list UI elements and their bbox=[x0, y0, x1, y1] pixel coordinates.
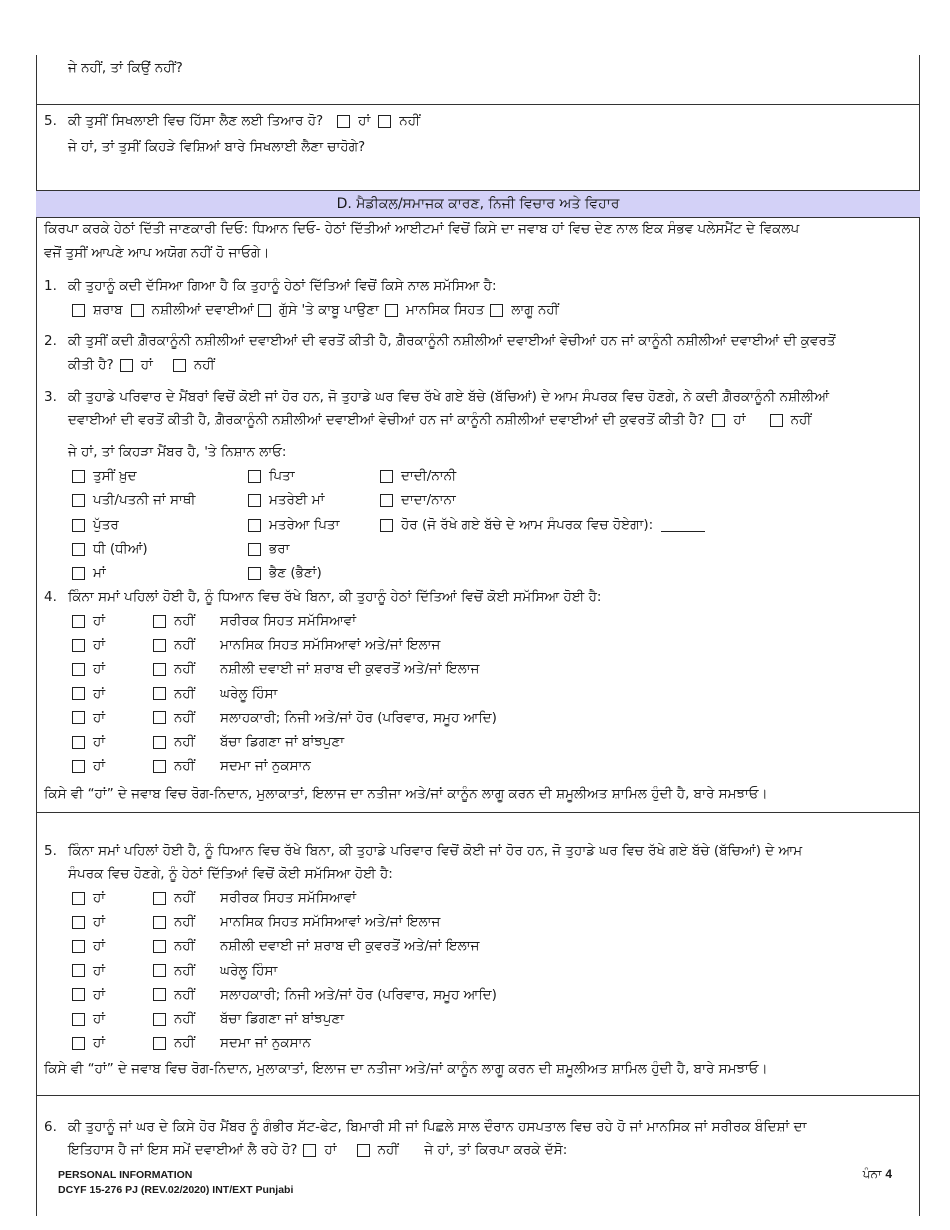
q5-problem-no-checkbox[interactable] bbox=[153, 964, 166, 977]
q4-problem-no-checkbox[interactable] bbox=[153, 736, 166, 749]
q3-no-checkbox[interactable] bbox=[770, 414, 783, 427]
right-border-section bbox=[919, 216, 920, 1216]
q2-yes-checkbox[interactable] bbox=[120, 359, 133, 372]
member-mother-checkbox[interactable] bbox=[72, 567, 85, 580]
q4-explain: ਕਿਸੇ ਵੀ “ਹਾਂ” ਦੇ ਜਵਾਬ ਵਿਚ ਰੋਗ-ਨਿਦਾਨ, ਮੁਲਾਕਾਤਾਂ, ਇਲਾਜ ਦਾ ਨਤੀਜਾ ਅਤੇ/ਜਾਂ ਕਾਨੂੰਨ ਲਾਗੂ ਕਰਨ ਦੀ ਸ਼ਮੂਲੀਅਤ ਸ਼ਾਮਿਲ ਹੁੰਦੀ ਹੈ, ਬਾਰੇ ਸਮਝਾਓ। bbox=[44, 786, 768, 802]
page-number: ਪੰਨਾ 4 bbox=[862, 1167, 892, 1181]
q5-problem-no-checkbox[interactable] bbox=[153, 892, 166, 905]
q4-problem-yes-checkbox[interactable] bbox=[72, 687, 85, 700]
section-d-bottom-divider-2 bbox=[36, 1095, 920, 1096]
section-intro: ਕਿਰਪਾ ਕਰਕੇ ਹੇਠਾਂ ਦਿੱਤੀ ਜਾਣਕਾਰੀ ਦਿਓ: ਧਿਆਨ ਦਿਓ- ਹੇਠਾਂ ਦਿੱਤੀਆਂ ਆਈਟਮਾਂ ਵਿਚੋਂ ਕਿਸੇ ਦਾ ਜਵਾਬ ਹਾਂ ਵਿਚ ਦੇਣ ਨਾਲ ਇਕ ਸੰਭਵ ਪਲੇਸਮੈਂਟ ਦੇ ਵਿਕਲਪ bbox=[44, 221, 800, 237]
why-not-prompt: ਜੇ ਨਹੀਂ, ਤਾਂ ਕਿਉਂ ਨਹੀਂ? bbox=[68, 60, 183, 76]
q5-problem-no-checkbox[interactable] bbox=[153, 988, 166, 1001]
question-4: 4. ਕਿੰਨਾ ਸਮਾਂ ਪਹਿਲਾਂ ਹੋਈ ਹੈ, ਨੂੰ ਧਿਆਨ ਵਿਚ ਰੱਖੇ ਬਿਨਾ, ਕੀ ਤੁਹਾਨੂੰ ਹੇਠਾਂ ਦਿੱਤਿਆਂ ਵਿਚੋਂ ਕੋਈ ਸਮੱਸਿਆ ਹੋਈ ਹੈ: bbox=[44, 589, 602, 605]
training-yes-checkbox[interactable] bbox=[337, 115, 350, 128]
q5-problem-problem-label: ਨਸ਼ੀਲੀ ਦਵਾਈ ਜਾਂ ਸ਼ਰਾਬ ਦੀ ਕੁਵਰਤੋਂ ਅਤੇ/ਜਾਂ ਇਲਾਜ bbox=[220, 938, 480, 955]
q3-yes-checkbox[interactable] bbox=[712, 414, 725, 427]
q5-problem-problem-label: ਘਰੇਲੂ ਹਿੰਸਾ bbox=[220, 962, 278, 979]
member-mother: ਮਾਂ bbox=[72, 565, 106, 581]
member-sister-checkbox[interactable] bbox=[248, 567, 261, 580]
q1-drugs-checkbox[interactable] bbox=[131, 304, 144, 317]
q5-problem-row: ਹਾਂ ਨਹੀਂ ਮਾਨਸਿਕ ਸਿਹਤ ਸਮੱਸਿਆਵਾਂ ਅਤੇ/ਜਾਂ ਇਲਾਜ bbox=[72, 914, 440, 930]
q4-problem-row: ਹਾਂ ਨਹੀਂ ਸਲਾਹਕਾਰੀ; ਨਿਜੀ ਅਤੇ/ਜਾਂ ਹੋਰ (ਪਰਿਵਾਰ, ਸਮੂਹ ਆਦਿ) bbox=[72, 710, 497, 726]
q4-problem-row: ਹਾਂ ਨਹੀਂ ਬੱਚਾ ਡਿਗਣਾ ਜਾਂ ਬਾਂਝਪੁਣਾ bbox=[72, 734, 344, 750]
q1-options: ਸ਼ਰਾਬ ਨਸ਼ੀਲੀਆਂ ਦਵਾਈਆਂ ਗੁੱਸੇ 'ਤੇ ਕਾਬੂ ਪਾਉਣਾ ਮਾਨਸਿਕ ਸਿਹਤ ਲਾਗੂ ਨਹੀਂ bbox=[72, 302, 559, 318]
section-d-bottom-divider bbox=[36, 812, 920, 813]
member-son-checkbox[interactable] bbox=[72, 519, 85, 532]
member-grandfather: ਦਾਦਾ/ਨਾਨਾ bbox=[380, 492, 456, 508]
q5-problem-problem-label: ਸਦਮਾ ਜਾਂ ਨੁਕਸਾਨ bbox=[220, 1035, 311, 1052]
training-topics-prompt: ਜੇ ਹਾਂ, ਤਾਂ ਤੁਸੀਂ ਕਿਹੜੇ ਵਿਸ਼ਿਆਂ ਬਾਰੇ ਸਿਖਲਾਈ ਲੈਣਾ ਚਾਹੋਗੇ? bbox=[68, 139, 366, 155]
q4-problem-yes-checkbox[interactable] bbox=[72, 736, 85, 749]
left-border-section bbox=[36, 216, 37, 1216]
q4-problem-no-checkbox[interactable] bbox=[153, 663, 166, 676]
q4-problem-row: ਹਾਂ ਨਹੀਂ ਮਾਨਸਿਕ ਸਿਹਤ ਸਮੱਸਿਆਵਾਂ ਅਤੇ/ਜਾਂ ਇਲਾਜ bbox=[72, 637, 440, 653]
training-no-checkbox[interactable] bbox=[378, 115, 391, 128]
footer-title: PERSONAL INFORMATION bbox=[58, 1169, 193, 1181]
q5-problem-no-checkbox[interactable] bbox=[153, 1013, 166, 1026]
q5-problem-row: ਹਾਂ ਨਹੀਂ ਘਰੇਲੂ ਹਿੰਸਾ bbox=[72, 963, 277, 979]
q5-problem-yes-checkbox[interactable] bbox=[72, 1013, 85, 1026]
q4-problem-problem-label: ਸਦਮਾ ਜਾਂ ਨੁਕਸਾਨ bbox=[220, 758, 311, 775]
member-father: ਪਿਤਾ bbox=[248, 468, 295, 484]
q1-not-applicable-checkbox[interactable] bbox=[490, 304, 503, 317]
q6-yes-checkbox[interactable] bbox=[303, 1144, 316, 1157]
question-5-family-cont: ਸੰਪਰਕ ਵਿਚ ਹੋਣਗੇ, ਨੂੰ ਹੇਠਾਂ ਦਿੱਤਿਆਂ ਵਿਚੋਂ ਕੋਈ ਸਮੱਸਿਆ ਹੋਈ ਹੈ: bbox=[68, 866, 393, 882]
section-d-header: D. ਮੈਡੀਕਲ/ਸਮਾਜਕ ਕਾਰਣ, ਨਿਜੀ ਵਿਚਾਰ ਅਤੇ ਵਿਹਾਰ bbox=[36, 190, 920, 218]
q4-problem-row: ਹਾਂ ਨਹੀਂ ਘਰੇਲੂ ਹਿੰਸਾ bbox=[72, 686, 277, 702]
q1-mental-health-checkbox[interactable] bbox=[385, 304, 398, 317]
right-border-top bbox=[919, 55, 920, 190]
q5-problem-no-checkbox[interactable] bbox=[153, 940, 166, 953]
member-spouse-checkbox[interactable] bbox=[72, 494, 85, 507]
q4-problem-problem-label: ਨਸ਼ੀਲੀ ਦਵਾਈ ਜਾਂ ਸ਼ਰਾਬ ਦੀ ਕੁਵਰਤੋਂ ਅਤੇ/ਜਾਂ ਇਲਾਜ bbox=[220, 661, 480, 678]
member-spouse: ਪਤੀ/ਪਤਨੀ ਜਾਂ ਸਾਥੀ bbox=[72, 492, 196, 508]
q4-problem-no-checkbox[interactable] bbox=[153, 687, 166, 700]
member-stepmother-checkbox[interactable] bbox=[248, 494, 261, 507]
q4-problem-yes-checkbox[interactable] bbox=[72, 663, 85, 676]
question-5-family: 5. ਕਿੰਨਾ ਸਮਾਂ ਪਹਿਲਾਂ ਹੋਈ ਹੈ, ਨੂੰ ਧਿਆਨ ਵਿਚ ਰੱਖੇ ਬਿਨਾ, ਕੀ ਤੁਹਾਡੇ ਪਰਿਵਾਰ ਵਿਚੋਂ ਕੋਈ ਜਾਂ ਹੋਰ ਹਨ, ਜੋ ਤੁਹਾਡੇ ਘਰ ਵਿਚ ਰੱਖੇ ਗਏ ਬੱਚੇ (ਬੱਚਿਆਂ) ਦੇ ਆਮ bbox=[44, 843, 803, 859]
member-grandmother: ਦਾਦੀ/ਨਾਨੀ bbox=[380, 468, 456, 484]
question-2: 2. ਕੀ ਤੁਸੀਂ ਕਦੀ ਗ਼ੈਰਕਾਨੂੰਨੀ ਨਸ਼ੀਲੀਆਂ ਦਵਾਈਆਂ ਦੀ ਵਰਤੋਂ ਕੀਤੀ ਹੈ, ਗ਼ੈਰਕਾਨੂੰਨੀ ਨਸ਼ੀਲੀਆਂ ਦਵਾਈਆਂ ਵੇਚੀਆਂ ਹਨ ਜਾਂ ਕਾਨੂੰਨੀ ਨਸ਼ੀਲੀਆਂ ਦਵਾਈਆਂ ਦੀ ਕੁਵਰਤੋਂ bbox=[44, 333, 836, 349]
q4-problem-yes-checkbox[interactable] bbox=[72, 639, 85, 652]
member-brother-checkbox[interactable] bbox=[248, 543, 261, 556]
q5-problem-yes-checkbox[interactable] bbox=[72, 964, 85, 977]
member-self: ਤੁਸੀਂ ਖ਼ੁਦ bbox=[72, 468, 137, 484]
q4-problem-yes-checkbox[interactable] bbox=[72, 615, 85, 628]
q5-problem-row: ਹਾਂ ਨਹੀਂ ਸਰੀਰਕ ਸਿਹਤ ਸਮੱਸਿਆਵਾਂ bbox=[72, 890, 356, 906]
question-2-cont: ਕੀਤੀ ਹੈ? ਹਾਂ ਨਹੀਂ bbox=[68, 357, 215, 373]
q5-problem-problem-label: ਸਲਾਹਕਾਰੀ; ਨਿਜੀ ਅਤੇ/ਜਾਂ ਹੋਰ (ਪਰਿਵਾਰ, ਸਮੂਹ ਆਦਿ) bbox=[220, 986, 497, 1003]
member-grandfather-checkbox[interactable] bbox=[380, 494, 393, 507]
q4-problem-problem-label: ਮਾਨਸਿਕ ਸਿਹਤ ਸਮੱਸਿਆਵਾਂ ਅਤੇ/ਜਾਂ ਇਲਾਜ bbox=[220, 637, 441, 654]
q4-problem-no-checkbox[interactable] bbox=[153, 760, 166, 773]
member-other-checkbox[interactable] bbox=[380, 519, 393, 532]
member-other-blank[interactable] bbox=[661, 519, 705, 532]
q2-no-checkbox[interactable] bbox=[173, 359, 186, 372]
q5-problem-yes-checkbox[interactable] bbox=[72, 892, 85, 905]
q4-problem-problem-label: ਬੱਚਾ ਡਿਗਣਾ ਜਾਂ ਬਾਂਝਪੁਣਾ bbox=[220, 734, 345, 750]
q4-problem-no-checkbox[interactable] bbox=[153, 615, 166, 628]
member-stepfather: ਮਤਰੇਆ ਪਿਤਾ bbox=[248, 517, 339, 533]
member-stepfather-checkbox[interactable] bbox=[248, 519, 261, 532]
member-daughter-checkbox[interactable] bbox=[72, 543, 85, 556]
member-other: ਹੋਰ (ਜੋ ਰੱਖੇ ਗਏ ਬੱਚੇ ਦੇ ਆਮ ਸੰਪਰਕ ਵਿਚ ਹੋਏਗਾ): bbox=[380, 517, 705, 533]
question-3: 3. ਕੀ ਤੁਹਾਡੇ ਪਰਿਵਾਰ ਦੇ ਮੈਂਬਰਾਂ ਵਿਚੋਂ ਕੋਈ ਜਾਂ ਹੋਰ ਹਨ, ਜੋ ਤੁਹਾਡੇ ਘਰ ਵਿਚ ਰੱਖੇ ਗਏ ਬੱਚੇ (ਬੱਚਿਆਂ) ਦੇ ਆਮ ਸੰਪਰਕ ਵਿਚ ਹੋਣਗੇ, ਨੇ ਕਦੀ ਗ਼ੈਰਕਾਨੂੰਨੀ ਨਸ਼ੀਲੀਆਂ bbox=[44, 389, 830, 405]
q5-problem-problem-label: ਮਾਨਸਿਕ ਸਿਹਤ ਸਮੱਸਿਆਵਾਂ ਅਤੇ/ਜਾਂ ਇਲਾਜ bbox=[220, 914, 441, 931]
q5-problem-row: ਹਾਂ ਨਹੀਂ ਬੱਚਾ ਡਿਗਣਾ ਜਾਂ ਬਾਂਝਪੁਣਾ bbox=[72, 1011, 344, 1027]
footer-form-id: DCYF 15-276 PJ (REV.02/2020) INT/EXT Punjabi bbox=[58, 1184, 294, 1196]
q5-problem-yes-checkbox[interactable] bbox=[72, 916, 85, 929]
q4-problem-yes-checkbox[interactable] bbox=[72, 760, 85, 773]
divider-line bbox=[36, 104, 920, 105]
q5-problem-problem-label: ਬੱਚਾ ਡਿਗਣਾ ਜਾਂ ਬਾਂਝਪੁਣਾ bbox=[220, 1011, 345, 1027]
q3-which-member: ਜੇ ਹਾਂ, ਤਾਂ ਕਿਹੜਾ ਮੈਂਬਰ ਹੈ, 'ਤੇ ਨਿਸ਼ਾਨ ਲਾਓ: bbox=[68, 444, 287, 460]
member-grandmother-checkbox[interactable] bbox=[380, 470, 393, 483]
q4-problem-problem-label: ਸਲਾਹਕਾਰੀ; ਨਿਜੀ ਅਤੇ/ਜਾਂ ਹੋਰ (ਪਰਿਵਾਰ, ਸਮੂਹ ਆਦਿ) bbox=[220, 709, 497, 726]
q4-problem-row: ਹਾਂ ਨਹੀਂ ਨਸ਼ੀਲੀ ਦਵਾਈ ਜਾਂ ਸ਼ਰਾਬ ਦੀ ਕੁਵਰਤੋਂ ਅਤੇ/ਜਾਂ ਇਲਾਜ bbox=[72, 661, 479, 677]
q4-problem-problem-label: ਘਰੇਲੂ ਹਿੰਸਾ bbox=[220, 685, 278, 702]
member-daughter: ਧੀ (ਧੀਆਂ) bbox=[72, 541, 148, 557]
q6-no-checkbox[interactable] bbox=[357, 1144, 370, 1157]
q4-problem-row: ਹਾਂ ਨਹੀਂ ਸਰੀਰਕ ਸਿਹਤ ਸਮੱਸਿਆਵਾਂ bbox=[72, 613, 356, 629]
question-6: 6. ਕੀ ਤੁਹਾਨੂੰ ਜਾਂ ਘਰ ਦੇ ਕਿਸੇ ਹੋਰ ਮੈਂਬਰ ਨੂੰ ਗੰਭੀਰ ਸੱਟ-ਫੇਟ, ਬਿਮਾਰੀ ਸੀ ਜਾਂ ਪਿਛਲੇ ਸਾਲ ਦੌਰਾਨ ਹਸਪਤਾਲ ਵਿਚ ਰਹੇ ਹੋ ਜਾਂ ਮਾਨਸਿਕ ਜਾਂ ਸਰੀਰਕ ਬੰਦਿਸ਼ਾਂ ਦਾ bbox=[44, 1119, 807, 1135]
q4-problem-no-checkbox[interactable] bbox=[153, 639, 166, 652]
member-son: ਪੁੱਤਰ bbox=[72, 517, 119, 533]
q5-explain: ਕਿਸੇ ਵੀ “ਹਾਂ” ਦੇ ਜਵਾਬ ਵਿਚ ਰੋਗ-ਨਿਦਾਨ, ਮੁਲਾਕਾਤਾਂ, ਇਲਾਜ ਦਾ ਨਤੀਜਾ ਅਤੇ/ਜਾਂ ਕਾਨੂੰਨ ਲਾਗੂ ਕਰਨ ਦੀ ਸ਼ਮੂਲੀਅਤ ਸ਼ਾਮਿਲ ਹੁੰਦੀ ਹੈ, ਬਾਰੇ ਸਮਝਾਓ। bbox=[44, 1061, 768, 1077]
question-6-cont: ਇਤਿਹਾਸ ਹੈ ਜਾਂ ਇਸ ਸਮੇਂ ਦਵਾਈਆਂ ਲੈ ਰਹੇ ਹੋ? ਹਾਂ ਨਹੀਂ ਜੇ ਹਾਂ, ਤਾਂ ਕਿਰਪਾ ਕਰਕੇ ਦੱਸੋ: bbox=[68, 1142, 568, 1158]
q5-problem-row: ਹਾਂ ਨਹੀਂ ਸਦਮਾ ਜਾਂ ਨੁਕਸਾਨ bbox=[72, 1035, 311, 1051]
q5-problem-problem-label: ਸਰੀਰਕ ਸਿਹਤ ਸਮੱਸਿਆਵਾਂ bbox=[220, 890, 357, 906]
member-brother: ਭਰਾ bbox=[248, 541, 290, 557]
q5-problem-no-checkbox[interactable] bbox=[153, 1037, 166, 1050]
member-stepmother: ਮਤਰੇਈ ਮਾਂ bbox=[248, 492, 324, 508]
q5-problem-no-checkbox[interactable] bbox=[153, 916, 166, 929]
q4-problem-no-checkbox[interactable] bbox=[153, 711, 166, 724]
q4-problem-row: ਹਾਂ ਨਹੀਂ ਸਦਮਾ ਜਾਂ ਨੁਕਸਾਨ bbox=[72, 758, 311, 774]
member-self-checkbox[interactable] bbox=[72, 470, 85, 483]
member-sister: ਭੈਣ (ਭੈਣਾਂ) bbox=[248, 565, 322, 581]
q5-problem-row: ਹਾਂ ਨਹੀਂ ਨਸ਼ੀਲੀ ਦਵਾਈ ਜਾਂ ਸ਼ਰਾਬ ਦੀ ਕੁਵਰਤੋਂ ਅਤੇ/ਜਾਂ ਇਲਾਜ bbox=[72, 938, 479, 954]
q1-alcohol-checkbox[interactable] bbox=[72, 304, 85, 317]
q4-problem-problem-label: ਸਰੀਰਕ ਸਿਹਤ ਸਮੱਸਿਆਵਾਂ bbox=[220, 613, 357, 629]
left-border-top bbox=[36, 55, 37, 190]
section-intro-2: ਵਜੋਂ ਤੁਸੀਂ ਆਪਣੇ ਆਪ ਅਯੋਗ ਨਹੀਂ ਹੋ ਜਾਓਗੇ। bbox=[44, 245, 270, 261]
q5-problem-yes-checkbox[interactable] bbox=[72, 1037, 85, 1050]
question-1: 1. ਕੀ ਤੁਹਾਨੂੰ ਕਦੀ ਦੱਸਿਆ ਗਿਆ ਹੈ ਕਿ ਤੁਹਾਨੂੰ ਹੇਠਾਂ ਦਿੱਤਿਆਂ ਵਿਚੋਂ ਕਿਸੇ ਨਾਲ ਸਮੱਸਿਆ ਹੈ: bbox=[44, 278, 497, 294]
question-5-training: 5. ਕੀ ਤੁਸੀਂ ਸਿਖਲਾਈ ਵਿਚ ਹਿੱਸਾ ਲੈਣ ਲਈ ਤਿਆਰ ਹੋ? ਹਾਂ ਨਹੀਂ bbox=[44, 113, 421, 129]
question-3-cont: ਦਵਾਈਆਂ ਦੀ ਵਰਤੋਂ ਕੀਤੀ ਹੈ, ਗ਼ੈਰਕਾਨੂੰਨੀ ਨਸ਼ੀਲੀਆਂ ਦਵਾਈਆਂ ਵੇਚੀਆਂ ਹਨ ਜਾਂ ਕਾਨੂੰਨੀ ਨਸ਼ੀਲੀਆਂ ਦਵਾਈਆਂ ਦੀ ਕੁਵਰਤੋਂ ਕੀਤੀ ਹੈ? ਹਾਂ ਨਹੀਂ bbox=[68, 412, 812, 428]
q5-problem-row: ਹਾਂ ਨਹੀਂ ਸਲਾਹਕਾਰੀ; ਨਿਜੀ ਅਤੇ/ਜਾਂ ਹੋਰ (ਪਰਿਵਾਰ, ਸਮੂਹ ਆਦਿ) bbox=[72, 987, 497, 1003]
member-father-checkbox[interactable] bbox=[248, 470, 261, 483]
q1-anger-checkbox[interactable] bbox=[258, 304, 271, 317]
q5-problem-yes-checkbox[interactable] bbox=[72, 940, 85, 953]
q5-problem-yes-checkbox[interactable] bbox=[72, 988, 85, 1001]
q4-problem-yes-checkbox[interactable] bbox=[72, 711, 85, 724]
